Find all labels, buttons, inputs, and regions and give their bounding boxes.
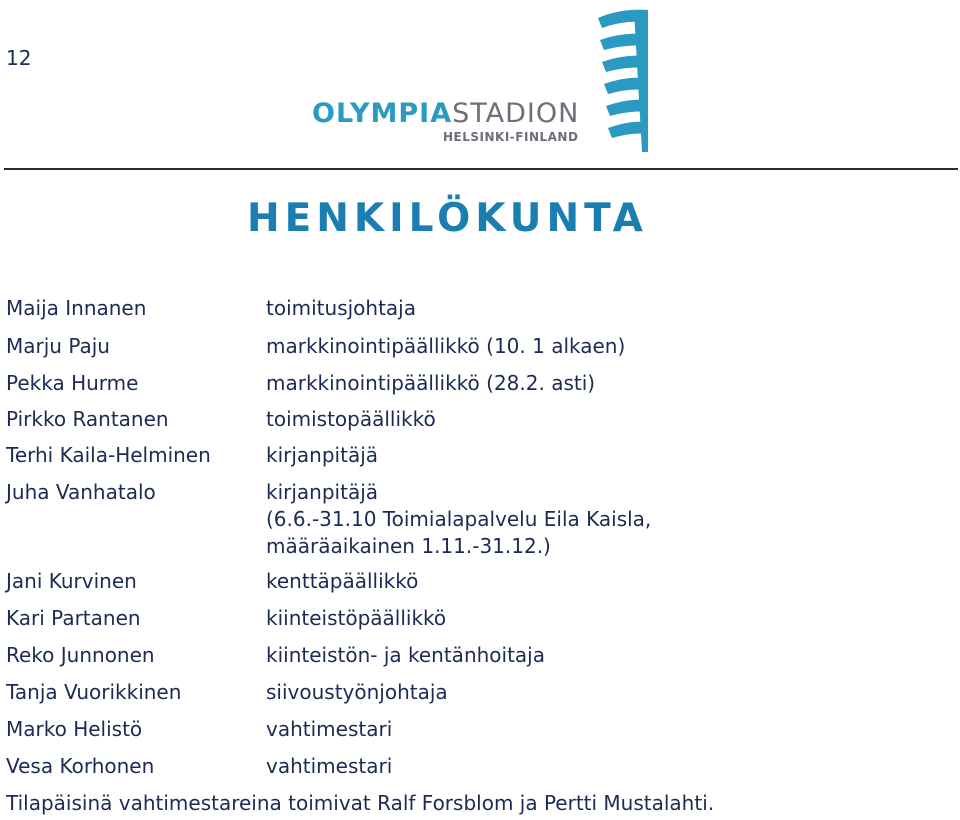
staff-role: markkinointipäällikkö (10. 1 alkaen) [266, 334, 626, 358]
logo-wordmark [312, 98, 579, 129]
staff-role-note: määräaikainen 1.11.-31.12.) [266, 534, 551, 558]
staff-name: Terhi Kaila-Helminen [6, 443, 211, 467]
staff-role: kirjanpitäjä [266, 480, 379, 504]
staff-role: kirjanpitäjä [266, 443, 379, 467]
staff-role: kiinteistöpäällikkö [266, 606, 447, 630]
staff-role: kenttäpäällikkö [266, 569, 419, 593]
staff-role: markkinointipäällikkö (28.2. asti) [266, 371, 596, 395]
olympiastadion-logo [312, 6, 652, 156]
footnote: Tilapäisinä vahtimestareina toimivat Ralf Forsblom ja Pertti Mustalahti. [6, 791, 715, 815]
staff-role-note: (6.6.-31.10 Toimialapalvelu Eila Kaisla, [266, 507, 652, 531]
staff-role: toimistopäällikkö [266, 407, 436, 431]
page-number: 12 [6, 46, 32, 70]
staff-role: vahtimestari [266, 754, 393, 778]
logo-wordmark-part1: OLYMPIA [312, 98, 453, 129]
logo-subtitle: HELSINKI-FINLAND [443, 130, 579, 144]
staff-name: Maija Innanen [6, 296, 147, 320]
staff-name: Pekka Hurme [6, 371, 139, 395]
staff-name: Vesa Korhonen [6, 754, 155, 778]
staff-name: Tanja Vuorikkinen [6, 680, 182, 704]
staff-name: Kari Partanen [6, 606, 141, 630]
staff-role: siivoustyönjohtaja [266, 680, 448, 704]
staff-role: toimitusjohtaja [266, 296, 416, 320]
staff-name: Marju Paju [6, 334, 110, 358]
page-title: HENKILÖKUNTA [247, 196, 648, 241]
staff-name: Marko Helistö [6, 717, 143, 741]
staff-role: kiinteistön- ja kentänhoitaja [266, 643, 545, 667]
staff-name: Pirkko Rantanen [6, 407, 169, 431]
header-divider [4, 168, 958, 170]
staff-role: vahtimestari [266, 717, 393, 741]
staff-name: Juha Vanhatalo [6, 480, 156, 504]
staff-name: Jani Kurvinen [6, 569, 137, 593]
stadium-tower-icon [590, 6, 650, 156]
staff-name: Reko Junnonen [6, 643, 155, 667]
logo-wordmark-part2: STADION [452, 98, 580, 129]
